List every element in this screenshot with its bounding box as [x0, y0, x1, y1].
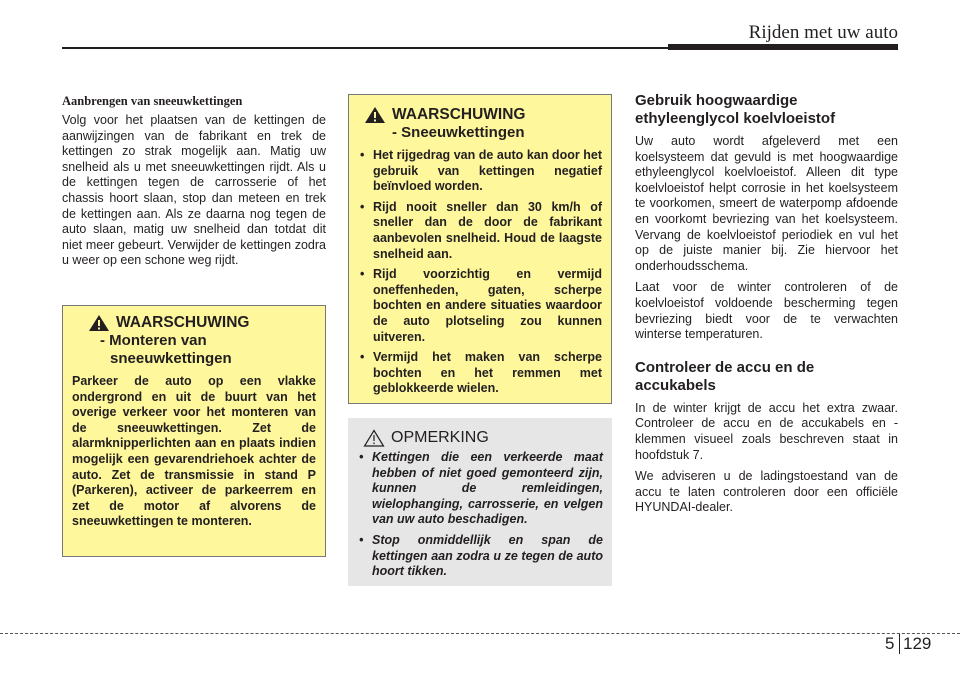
- page-number: 129: [903, 634, 932, 653]
- warning-triangle-icon: [364, 106, 386, 124]
- section-heading: Controleer de accu en de accukabels: [635, 358, 815, 394]
- list-item: • Stop onmiddellijk en span de kettingen aan zodra u ze tegen de auto hoort tikken.: [357, 533, 603, 580]
- chapter-title: Rijden met uw auto: [748, 22, 898, 43]
- column-left: [62, 94, 326, 275]
- warning-subtitle-line1: - Monteren van: [100, 332, 207, 349]
- list-item: • Vermijd het maken van scherpe bochten en het remmen met geblokkeerde wielen.: [358, 350, 602, 397]
- warning-title-text: WAARSCHUWING: [116, 314, 250, 331]
- warning-title: [364, 106, 602, 124]
- body-paragraph: In de winter krijgt de accu het extra zwaar. Controleer de accu en de accukabels en -klemmen visueel zoals beschreven staat in hoofdstuk 7.: [635, 400, 898, 462]
- column-right: [635, 92, 898, 522]
- note-title: [363, 429, 603, 447]
- body-paragraph: Volg voor het plaatsen van de kettingen de aanwijzingen van de fabrikant en trek de kettingen zo strak mogelijk aan. Matig uw snelheid als u met sneeuwkettingen rijdt. Als u de kettingen tegen de carrosserie of het chassis hoort slaan, stop dan meteen en trek de kettingen aan. Als ze daarna nog tegen de auto slaan, matig uw snelheid dan totdat dit niet meer gebeurt. Verwijder de kettingen zodra u weer op een schone weg rijdt.: [62, 113, 326, 268]
- warning-box-chains: [348, 94, 612, 404]
- header-rule: [62, 47, 668, 49]
- warning-triangle-icon: [88, 314, 110, 332]
- list-item: • Rijd voorzichtig en vermijd oneffenheden, gaten, scherpe bochten en andere situaties waardoor de auto plotseling zou kunnen uitveren.: [358, 267, 602, 345]
- note-title-text: OPMERKING: [391, 429, 489, 446]
- note-list: [357, 450, 603, 580]
- list-item: • Kettingen die een verkeerde maat hebben of niet goed gemonteerd zijn, kunnen de remleidingen, wielophanging, carrosserie, en velgen van uw auto beschadigen.: [357, 450, 603, 528]
- caution-triangle-icon: [363, 429, 385, 447]
- section-heading: Gebruik hoogwaardige ethyleenglycol koelvloeistof: [635, 92, 836, 127]
- chapter-number: 5: [885, 634, 895, 653]
- note-box: [348, 418, 612, 586]
- warning-box-mounting: [62, 305, 326, 557]
- header-bar: [668, 44, 898, 50]
- warning-list: [358, 148, 602, 397]
- warning-body: Parkeer de auto op een vlakke ondergrond en uit de buurt van het overige verkeer voor het monteren van de sneeuwkettingen. Zet de alarmknipperlichten aan en plaats indien mogelijk een gevarendriehoek achter de auto. Zet de transmissie in stand P (Parkeren), activeer de parkeerrem en zet de motor af alvorens de sneeuwkettingen te monteren.: [72, 374, 316, 529]
- footer-rule: [0, 633, 960, 634]
- body-paragraph: Uw auto wordt afgeleverd met een koelsysteem dat gevuld is met hoogwaardige ethyleenglycol koelvloeistof. Alleen dit type koelvloeistof helpt corrosie in het koelsysteem te voorkomen, smeert de waterpomp afdoende en voorkomt bevriezing van het koelsysteem. Vervang de koelvloeistof periodiek en vul het op de juiste manier bij. Zie hiervoor het onderhoudsschema.: [635, 134, 898, 273]
- list-item: • Rijd nooit sneller dan 30 km/h of sneller dan de door de fabrikant aanbevolen snelheid. Houd de laagste snelheid aan.: [358, 200, 602, 262]
- warning-title-text: WAARSCHUWING: [392, 106, 526, 123]
- body-paragraph: We adviseren u de ladingstoestand van de accu te laten controleren door een officiële HYUNDAI-dealer.: [635, 469, 898, 515]
- warning-subtitle: - Sneeuwkettingen: [392, 124, 525, 141]
- body-paragraph: Laat voor de winter controleren of de koelvloeistof voldoende bescherming tegen bevriezing biedt voor de te verwachten winterse temperaturen.: [635, 280, 898, 342]
- warning-title: [88, 314, 316, 332]
- warning-subtitle-line2: sneeuwkettingen: [110, 350, 232, 367]
- list-item: • Het rijgedrag van de auto kan door het gebruik van kettingen negatief beïnvloed worden.: [358, 148, 602, 195]
- section-heading: Aanbrengen van sneeuwkettingen: [62, 94, 243, 108]
- page-number-separator: [899, 634, 900, 654]
